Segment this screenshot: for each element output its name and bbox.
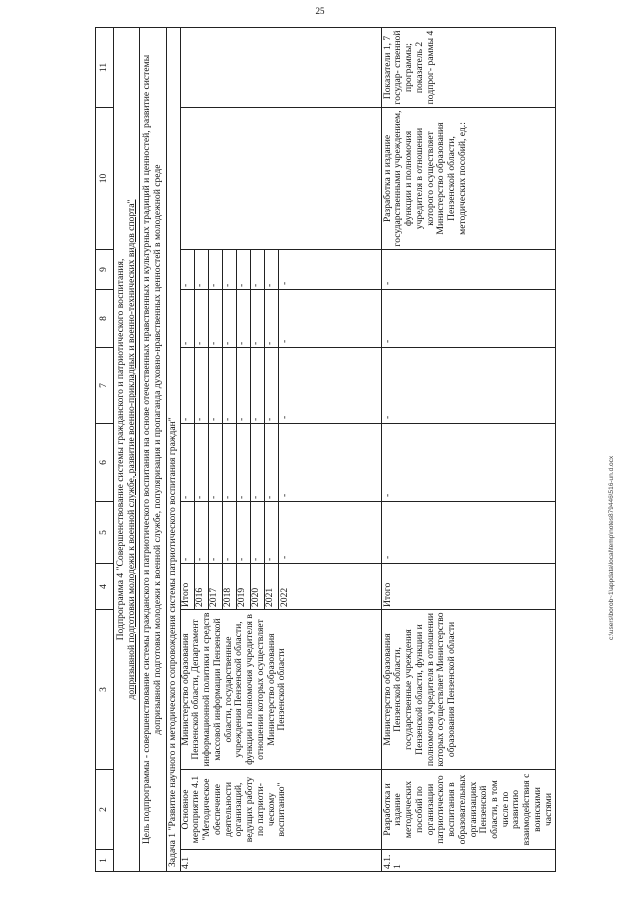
value-cell: -	[278, 250, 381, 290]
column-numbers-row	[96, 28, 114, 872]
value-cell: -	[264, 502, 278, 564]
page-number: 25	[315, 6, 325, 16]
value-cell: -	[381, 348, 556, 424]
measure-name: Основное мероприятие 4.1 "Методическое обеспечение деятельности организаций, ведущих работу по патриоти- ческому воспитанию"	[180, 770, 381, 850]
result-cell: Разработка и издание государственными учреждением, функции и полномочия учредителя в отношении которого осуществляет Министерство образования Пензенской области, методических пособий, ед.:	[381, 108, 556, 250]
indicator-cell	[180, 28, 381, 108]
row-number: 4.1.1	[381, 850, 556, 872]
value-cell: -	[278, 424, 381, 502]
measure-name: Разработка и издание методических пособий по организации патриотического воспитания в образовательных организациях Пензенской области, в том числе по развитию взаимодействия с воинскими частями	[381, 770, 556, 850]
col-number: 9	[96, 250, 114, 290]
result-cell	[180, 108, 381, 250]
value-cell: -	[264, 250, 278, 290]
table-row	[381, 28, 556, 872]
executor: Министерство образования Пензенской области, Департамент информационной политики и средств массовой информации Пензенской области, государственные учреждения Пензенской области, функции и полномочия учредителя в отношении которых осуществляет Министерство образования Пензенской области	[180, 610, 381, 770]
value-cell: -	[222, 290, 236, 348]
table-row	[180, 28, 194, 872]
row-number: 4.1	[180, 850, 381, 872]
value-cell: -	[222, 250, 236, 290]
value-cell: -	[236, 250, 250, 290]
col-number: 1	[96, 850, 114, 872]
value-cell: -	[180, 250, 194, 290]
value-cell: -	[236, 502, 250, 564]
value-cell: -	[194, 250, 208, 290]
value-cell: -	[208, 290, 222, 348]
value-cell: -	[180, 502, 194, 564]
col-number: 4	[96, 564, 114, 610]
value-cell: -	[264, 290, 278, 348]
value-cell: -	[236, 290, 250, 348]
subprogram-title-row	[114, 28, 140, 872]
indicator-cell: Показатели 1, 7 государ- ственной программы; показатель 2 подпрог- раммы 4	[381, 28, 556, 108]
value-cell: -	[208, 424, 222, 502]
col-number: 8	[96, 290, 114, 348]
col-number: 7	[96, 348, 114, 424]
value-cell: -	[208, 502, 222, 564]
col-number: 11	[96, 28, 114, 108]
value-cell: -	[194, 424, 208, 502]
value-cell: -	[264, 424, 278, 502]
year-cell: 2021	[264, 564, 278, 610]
task-row	[166, 28, 180, 872]
year-cell: 2017	[208, 564, 222, 610]
value-cell: -	[236, 348, 250, 424]
year-cell: 2020	[250, 564, 264, 610]
value-cell: -	[278, 348, 381, 424]
year-cell: 2019	[236, 564, 250, 610]
value-cell: -	[222, 424, 236, 502]
value-cell: -	[278, 290, 381, 348]
program-measures-table	[95, 27, 556, 872]
value-cell: -	[381, 290, 556, 348]
subprogram-title	[114, 28, 140, 872]
year-cell: 2016	[194, 564, 208, 610]
value-cell: -	[180, 290, 194, 348]
col-number: 5	[96, 502, 114, 564]
value-cell: -	[194, 502, 208, 564]
task-1-heading: Задача 1 "Развитие научного и методического сопровождения системы патриотического воспитания граждан"	[166, 28, 180, 872]
value-cell: -	[222, 348, 236, 424]
document-table-sheet	[95, 28, 599, 872]
year-cell: 2018	[222, 564, 236, 610]
value-cell: -	[250, 424, 264, 502]
value-cell: -	[208, 348, 222, 424]
value-cell: -	[250, 502, 264, 564]
value-cell: -	[236, 424, 250, 502]
value-cell: -	[250, 290, 264, 348]
executor: Министерство образования Пензенской области, государственные учреждения Пензенской области, функции и полномочия учредителя в отношении которых осуществляет Министерство образования Пензенской области	[381, 610, 556, 770]
subprogram-goal-row	[140, 28, 166, 872]
value-cell: -	[381, 250, 556, 290]
value-cell: -	[250, 250, 264, 290]
value-cell: -	[180, 348, 194, 424]
col-number: 2	[96, 770, 114, 850]
col-number: 10	[96, 108, 114, 250]
year-cell: Итого	[381, 564, 556, 610]
value-cell: -	[222, 502, 236, 564]
subprogram-title-line1: Подпрограмма 4 "Совершенствование системы гражданского и патриотического воспитания,	[115, 258, 126, 641]
value-cell: -	[381, 424, 556, 502]
year-cell: 2022	[278, 564, 381, 610]
value-cell: -	[180, 424, 194, 502]
value-cell: -	[381, 502, 556, 564]
value-cell: -	[208, 250, 222, 290]
subprogram-goal: Цель подпрограммы - совершенствование системы гражданского и патриотического воспитания на основе отечественных нравственных и культурных традиций и ценностей, развитие системы допризывной подготовки молодежи к военной службе, популяризация и пропаганда духовно-нравственных ценностей в молодежной среде	[140, 28, 166, 872]
year-cell: Итого	[180, 564, 194, 610]
value-cell: -	[194, 290, 208, 348]
col-number: 6	[96, 424, 114, 502]
file-path-footer: c:\users\borob~1\appdata\local\temp\notes879446\516-un.d.ocx	[608, 455, 615, 640]
value-cell: -	[264, 348, 278, 424]
col-number: 3	[96, 610, 114, 770]
value-cell: -	[250, 348, 264, 424]
value-cell: -	[278, 502, 381, 564]
subprogram-title-line2: допризывной подготовки молодежи к военной службе, развитие военно-прикладных и военно-технических видов спорта"	[125, 199, 137, 700]
value-cell: -	[194, 348, 208, 424]
